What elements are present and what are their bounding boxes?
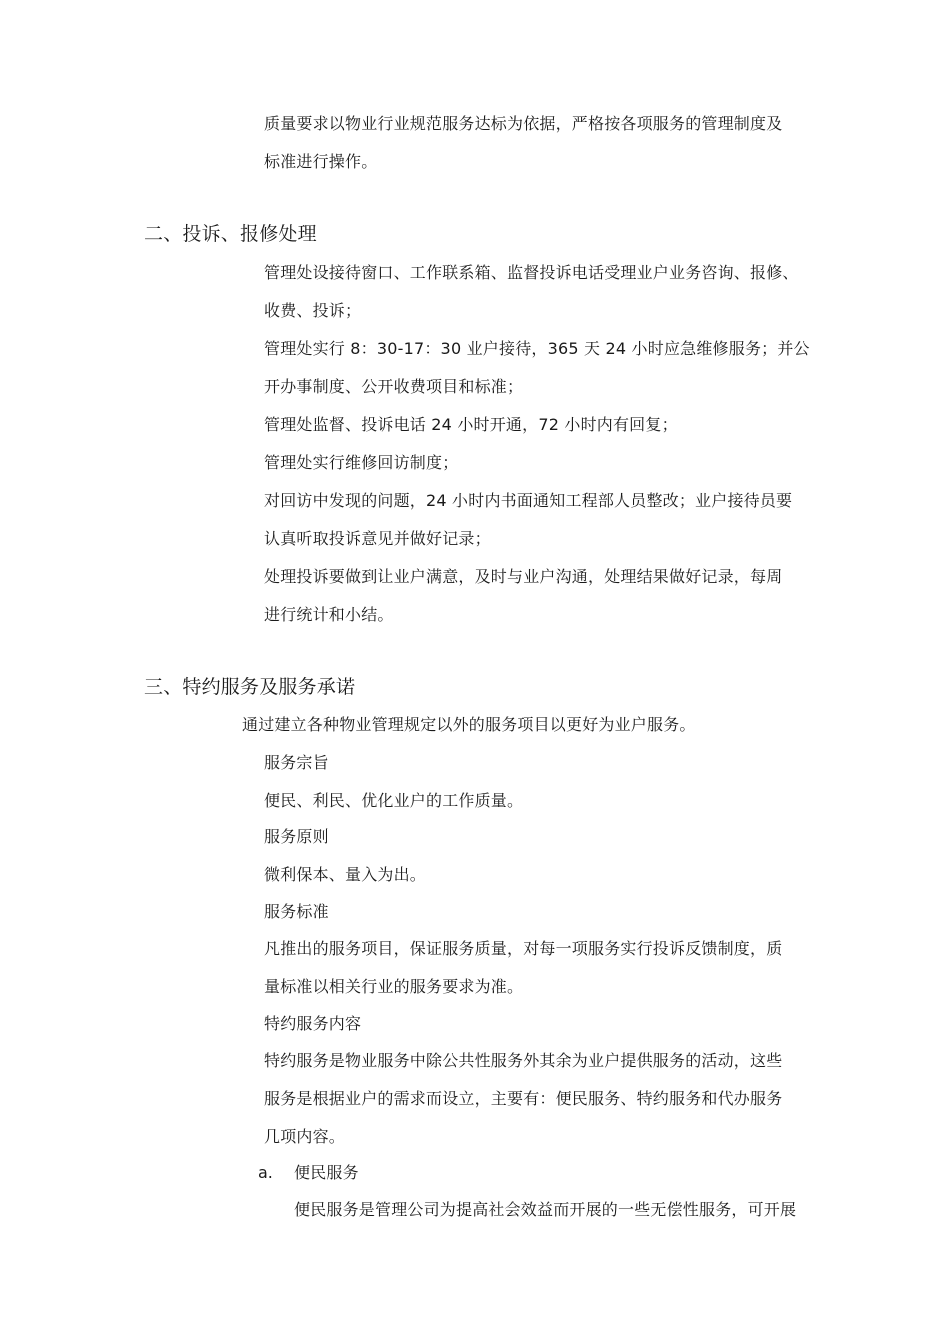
paragraph-line: 服务标准	[264, 902, 329, 921]
paragraph-line: 微利保本、量入为出。	[264, 865, 427, 884]
paragraph-line: 管理处实行维修回访制度；	[264, 453, 459, 472]
paragraph-line: 量标准以相关行业的服务要求为准。	[264, 977, 524, 996]
paragraph-line: 凡推出的服务项目，保证服务质量，对每一项服务实行投诉反馈制度，质	[264, 939, 783, 958]
paragraph-line: 便民、利民、优化业户的工作质量。	[264, 791, 524, 810]
paragraph-line: 质量要求以物业行业规范服务达标为依据，严格按各项服务的管理制度及	[264, 114, 783, 133]
paragraph-line: 便民服务是管理公司为提高社会效益而开展的一些无偿性服务，可开展	[294, 1200, 797, 1219]
paragraph-line: 特约服务内容	[264, 1014, 362, 1033]
list-item-title: 便民服务	[294, 1163, 359, 1182]
paragraph-line: 特约服务是物业服务中除公共性服务外其余为业户提供服务的活动，这些	[264, 1051, 783, 1070]
paragraph-line: 服务宗旨	[264, 753, 329, 772]
paragraph-line: 认真听取投诉意见并做好记录；	[264, 529, 491, 548]
list-marker: a.	[258, 1163, 273, 1182]
section-heading: 二、投诉、报修处理	[144, 223, 317, 245]
paragraph-line: 对回访中发现的问题，24 小时内书面通知工程部人员整改；业户接待员要	[264, 491, 793, 510]
paragraph-line: 进行统计和小结。	[264, 605, 394, 624]
paragraph-line: 服务原则	[264, 827, 329, 846]
paragraph-line: 通过建立各种物业管理规定以外的服务项目以更好为业户服务。	[242, 715, 696, 734]
paragraph-line: 管理处设接待窗口、工作联系箱、监督投诉电话受理业户业务咨询、报修、	[264, 263, 799, 282]
paragraph-line: 标准进行操作。	[264, 152, 378, 171]
paragraph-line: 处理投诉要做到让业户满意，及时与业户沟通，处理结果做好记录，每周	[264, 567, 783, 586]
paragraph-line: 开办事制度、公开收费项目和标准；	[264, 377, 524, 396]
paragraph-line: 服务是根据业户的需求而设立，主要有：便民服务、特约服务和代办服务	[264, 1089, 783, 1108]
paragraph-line: 几项内容。	[264, 1127, 346, 1146]
paragraph-line: 收费、投诉；	[264, 301, 362, 320]
paragraph-line: 管理处监督、投诉电话 24 小时开通，72 小时内有回复；	[264, 415, 678, 434]
section-heading: 三、特约服务及服务承诺	[144, 676, 356, 698]
paragraph-line: 管理处实行 8：30-17：30 业户接待，365 天 24 小时应急维修服务；并公	[264, 339, 810, 358]
